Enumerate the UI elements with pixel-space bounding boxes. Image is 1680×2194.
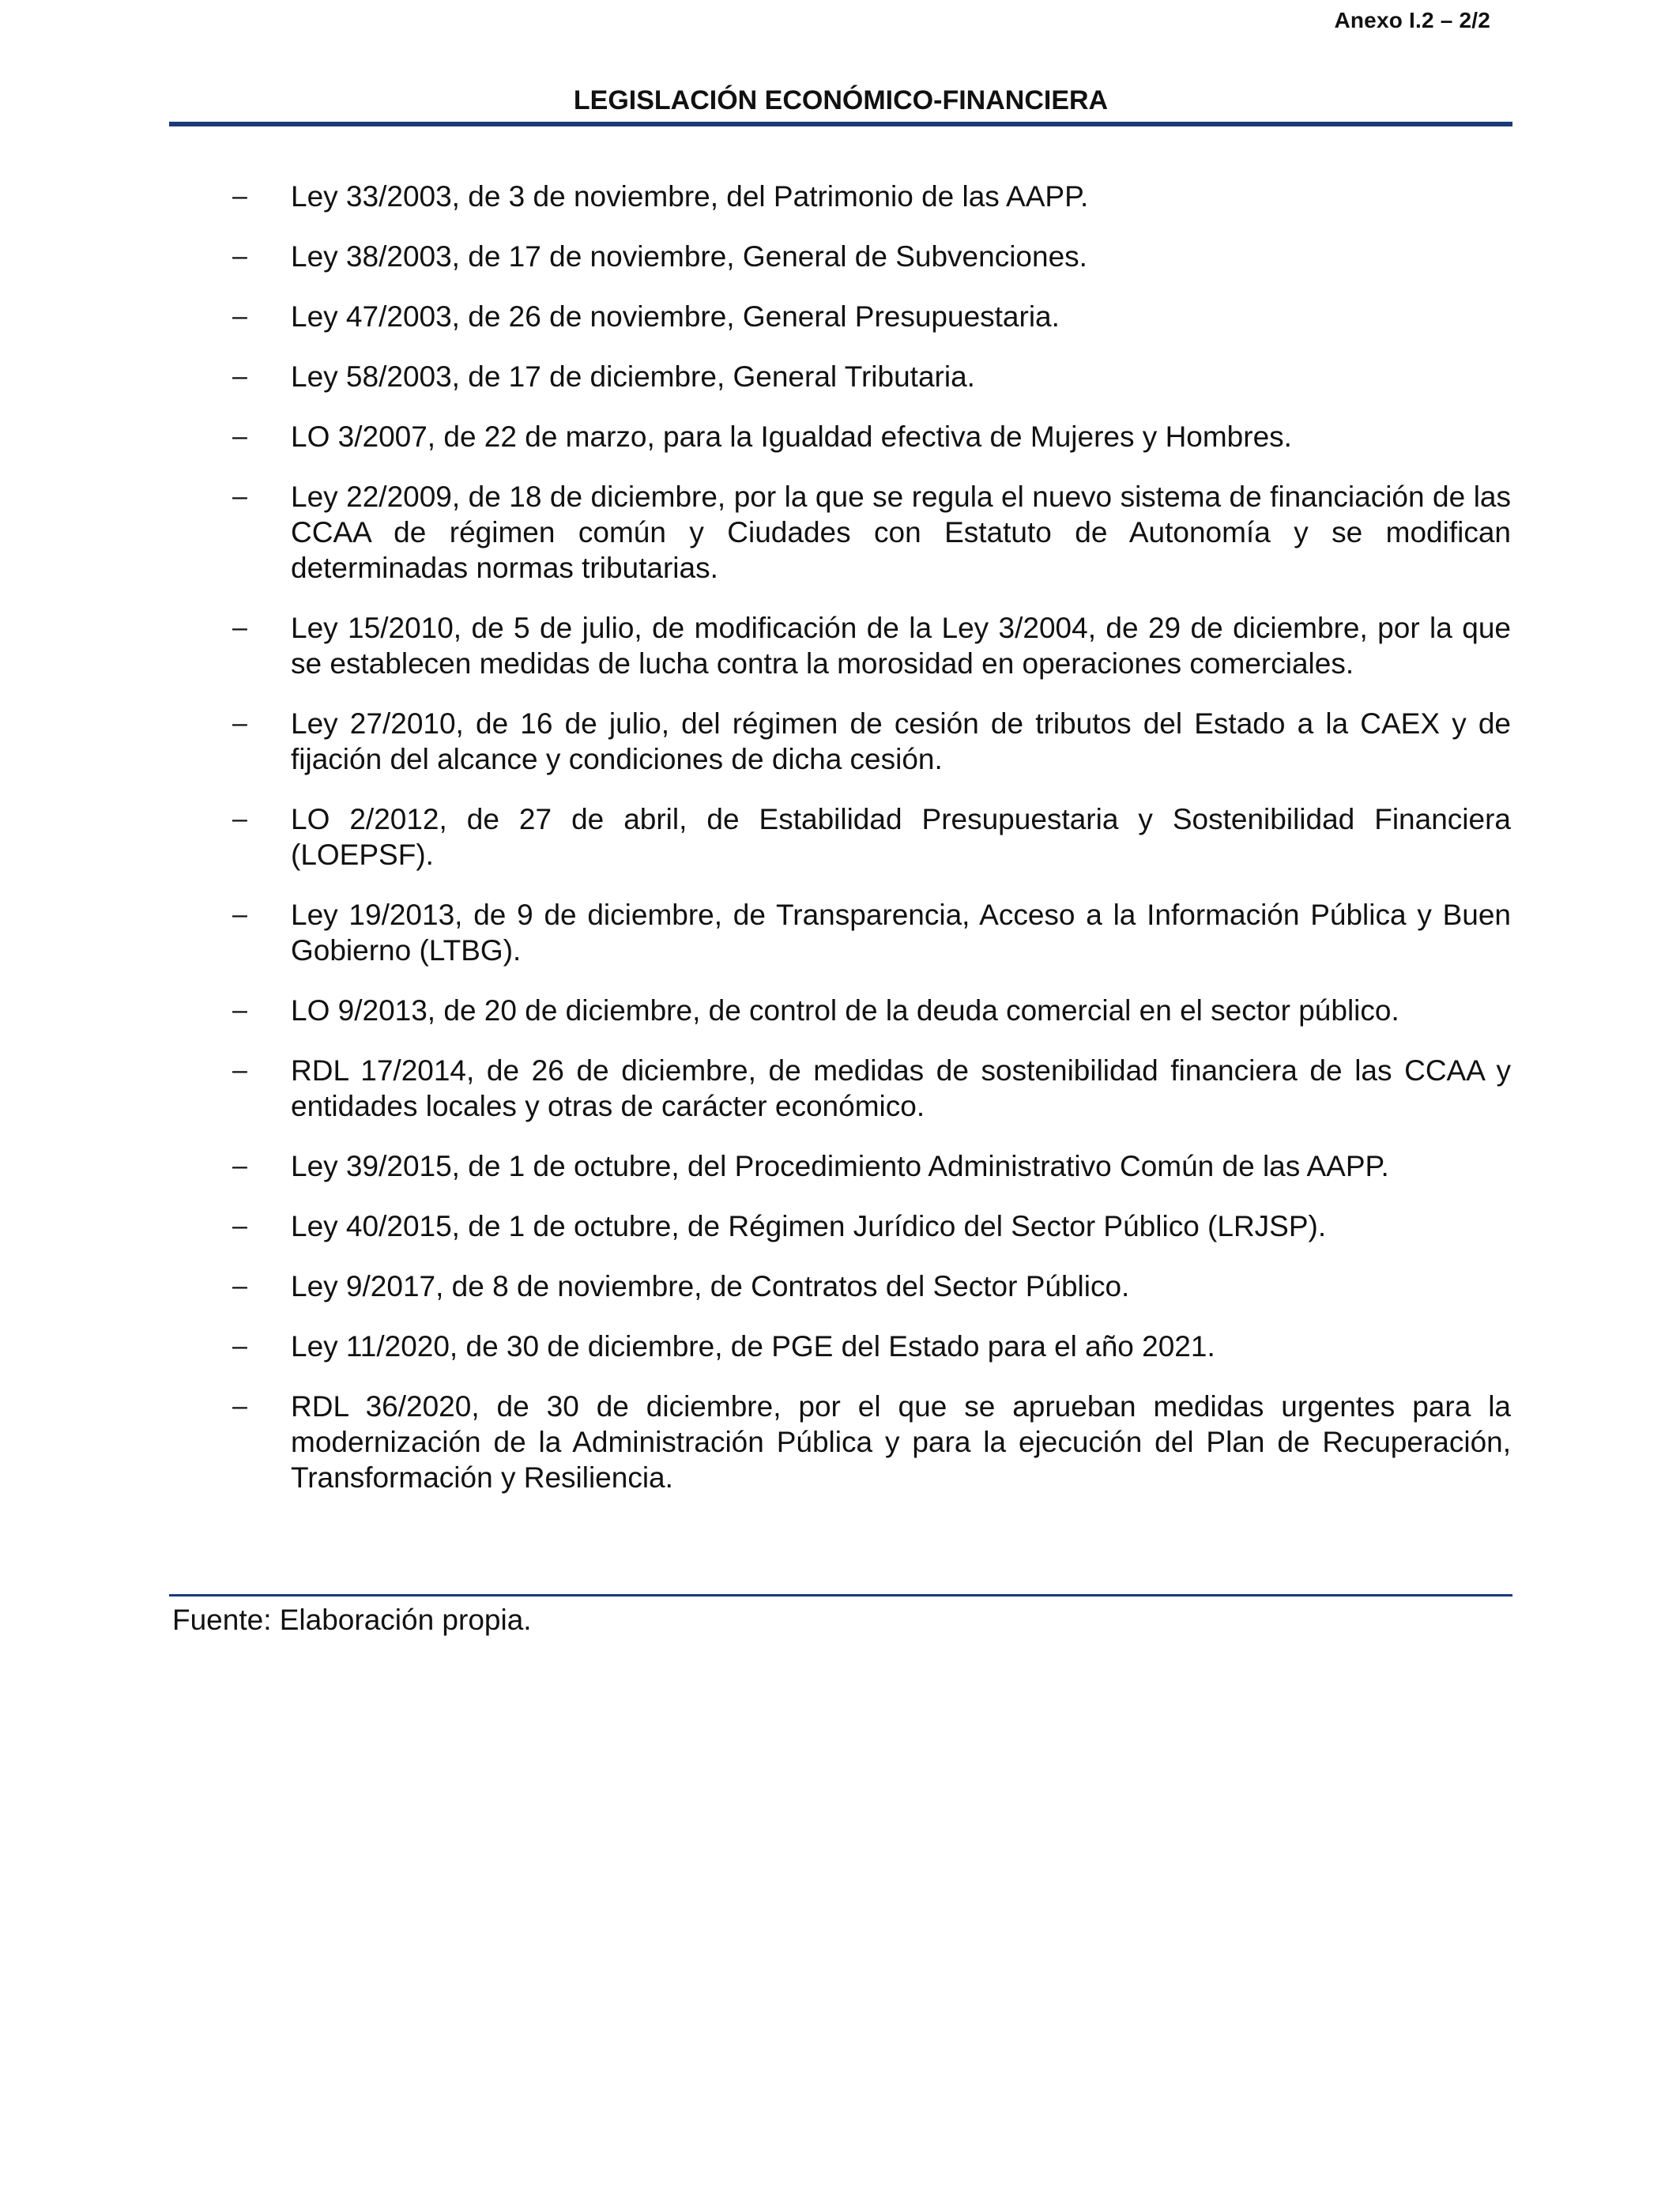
- list-item-text: Ley 38/2003, de 17 de noviembre, General de Subvenciones.: [291, 240, 1087, 273]
- list-item: [169, 179, 1512, 214]
- list-item: [169, 1053, 1512, 1124]
- list-item: [169, 299, 1512, 334]
- dash-bullet: –: [232, 708, 247, 738]
- dash-bullet: –: [232, 995, 247, 1025]
- list-item-text: Ley 40/2015, de 1 de octubre, de Régimen Jurídico del Sector Público (LRJSP).: [291, 1210, 1327, 1242]
- list-item-text: Ley 33/2003, de 3 de noviembre, del Patrimonio de las AAPP.: [291, 180, 1089, 213]
- list-item: [169, 239, 1512, 274]
- list-item: [169, 706, 1512, 777]
- footer-divider: [169, 1594, 1512, 1596]
- list-item: [169, 1208, 1512, 1244]
- dash-bullet: –: [232, 481, 247, 511]
- title-divider: [169, 122, 1512, 126]
- list-item: [169, 1389, 1512, 1495]
- dash-bullet: –: [232, 1331, 247, 1361]
- list-item-text: RDL 17/2014, de 26 de diciembre, de medidas de sostenibilidad financiera de las CCAA y entidades locales y otras de carácter económico.: [291, 1054, 1511, 1122]
- list-item-text: Ley 27/2010, de 16 de julio, del régimen de cesión de tributos del Estado a la CAEX y de fijación del alcance y condiciones de dicha cesión.: [291, 707, 1511, 775]
- annex-label: Anexo I.2 – 2/2: [1334, 8, 1490, 32]
- list-item: [169, 993, 1512, 1028]
- dash-bullet: –: [232, 899, 247, 929]
- list-item: [169, 419, 1512, 454]
- list-item-text: Ley 47/2003, de 26 de noviembre, General Presupuestaria.: [291, 300, 1060, 333]
- list-item-text: Ley 58/2003, de 17 de diciembre, General Tributaria.: [291, 360, 975, 393]
- list-item: [169, 1148, 1512, 1184]
- list-item: [169, 897, 1512, 968]
- dash-bullet: –: [232, 421, 247, 451]
- source-note: Fuente: Elaboración propia.: [172, 1604, 532, 1636]
- dash-bullet: –: [232, 1055, 247, 1085]
- list-item-text: Ley 15/2010, de 5 de julio, de modificación de la Ley 3/2004, de 29 de diciembre, por la que se establecen medidas de lucha contra la morosidad en operaciones comerciales.: [291, 612, 1511, 680]
- list-item-text: LO 2/2012, de 27 de abril, de Estabilidad Presupuestaria y Sostenibilidad Financiera (LOEPSF).: [291, 803, 1511, 871]
- list-item: [169, 359, 1512, 394]
- dash-bullet: –: [232, 613, 247, 643]
- list-item-text: Ley 11/2020, de 30 de diciembre, de PGE del Estado para el año 2021.: [291, 1330, 1215, 1363]
- list-item-text: RDL 36/2020, de 30 de diciembre, por el que se aprueban medidas urgentes para la modernización de la Administración Pública y para la ejecución del Plan de Recuperación, Transformación y Resiliencia.: [291, 1390, 1511, 1494]
- page-title: LEGISLACIÓN ECONÓMICO-FINANCIERA: [573, 85, 1109, 115]
- dash-bullet: –: [232, 241, 247, 271]
- list-item: [169, 610, 1512, 681]
- dash-bullet: –: [232, 804, 247, 834]
- list-item: [169, 801, 1512, 873]
- dash-bullet: –: [232, 301, 247, 331]
- list-item-text: Ley 39/2015, de 1 de octubre, del Procedimiento Administrativo Común de las AAPP.: [291, 1150, 1389, 1182]
- list-item: [169, 1269, 1512, 1304]
- list-item-text: LO 3/2007, de 22 de marzo, para la Igualdad efectiva de Mujeres y Hombres.: [291, 420, 1292, 453]
- dash-bullet: –: [232, 1391, 247, 1421]
- list-item: [169, 1329, 1512, 1364]
- list-item-text: Ley 9/2017, de 8 de noviembre, de Contratos del Sector Público.: [291, 1270, 1130, 1302]
- dash-bullet: –: [232, 1151, 247, 1181]
- list-item-text: Ley 19/2013, de 9 de diciembre, de Transparencia, Acceso a la Información Pública y Buen Gobierno (LTBG).: [291, 899, 1511, 967]
- dash-bullet: –: [232, 1211, 247, 1241]
- dash-bullet: –: [232, 361, 247, 391]
- list-item-text: LO 9/2013, de 20 de diciembre, de control de la deuda comercial en el sector público.: [291, 994, 1399, 1027]
- list-item: [169, 479, 1512, 586]
- list-item-text: Ley 22/2009, de 18 de diciembre, por la que se regula el nuevo sistema de financiación de las CCAA de régimen común y Ciudades con Estatuto de Autonomía y se modifican determinadas normas tributarias.: [291, 481, 1511, 584]
- dash-bullet: –: [232, 1271, 247, 1301]
- legislation-list: [169, 179, 1512, 1520]
- dash-bullet: –: [232, 181, 247, 211]
